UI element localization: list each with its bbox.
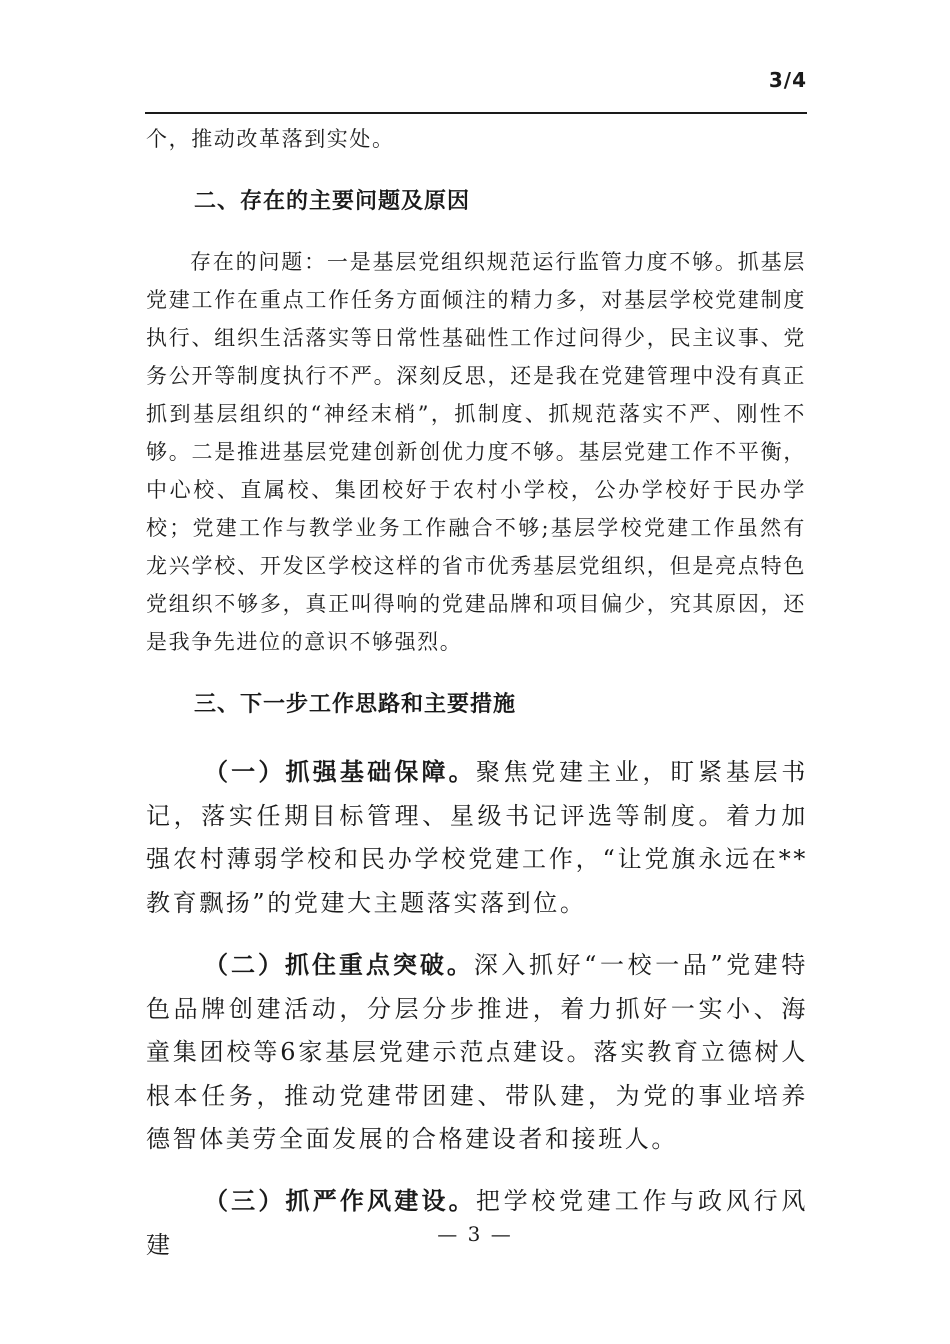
page-indicator: 3/4	[768, 68, 807, 92]
measure-item-2-text: 深入抓好“一校一品”党建特色品牌创建活动，分层分步推进，着力抓好一实小、海童集团校等6家基层党建示范点建设。落实教育立德树人根本任务，推动党建带团建、带队建，为党的事业培养德智体美劳全面发展的合格建设者和接班人。	[146, 951, 808, 1153]
section-2-heading: 二、存在的主要问题及原因	[194, 189, 471, 214]
measure-item-3-lead: （三）抓严作风建设。	[204, 1187, 476, 1215]
measure-item-2-lead: （二）抓住重点突破。	[204, 951, 474, 979]
section-3-heading: 三、下一步工作思路和主要措施	[194, 692, 517, 717]
header-divider	[145, 112, 807, 114]
measure-item-1-text: 聚焦党建主业，盯紧基层书记，落实任期目标管理、星级书记评选等制度。着力加强农村薄弱学校和民办学校党建工作，“让党旗永远在**教育飘扬”的党建大主题落实落到位。	[146, 758, 809, 917]
measure-item-1-lead: （一）抓强基础保障。	[204, 758, 476, 786]
continuation-text: 个，推动改革落到实处。	[146, 127, 395, 151]
measure-item-2	[146, 944, 808, 1162]
footer-page-number: — 3 —	[437, 1222, 513, 1246]
section-2-paragraph: 存在的问题：一是基层党组织规范运行监管力度不够。抓基层党建工作在重点工作任务方面倾注的精力多，对基层学校党建制度执行、组织生活落实等日常性基础性工作过问得少，民主议事、党务公开等制度执行不严。深刻反思，还是我在党建管理中没有真正抓到基层组织的“神经末梢”，抓制度、抓规范落实不严、刚性不够。二是推进基层党建创新创优力度不够。基层党建工作不平衡，中心校、直属校、集团校好于农村小学校，公办学校好于民办学校；党建工作与教学业务工作融合不够;基层学校党建工作虽然有龙兴学校、开发区学校这样的省市优秀基层党组织，但是亮点特色党组织不够多，真正叫得响的党建品牌和项目偏少，究其原因，还是我争先进位的意识不够强烈。	[146, 250, 806, 654]
measure-item-3-text: 把学校党建工作与政风行风建	[146, 1187, 809, 1259]
measure-item-1	[146, 751, 808, 925]
